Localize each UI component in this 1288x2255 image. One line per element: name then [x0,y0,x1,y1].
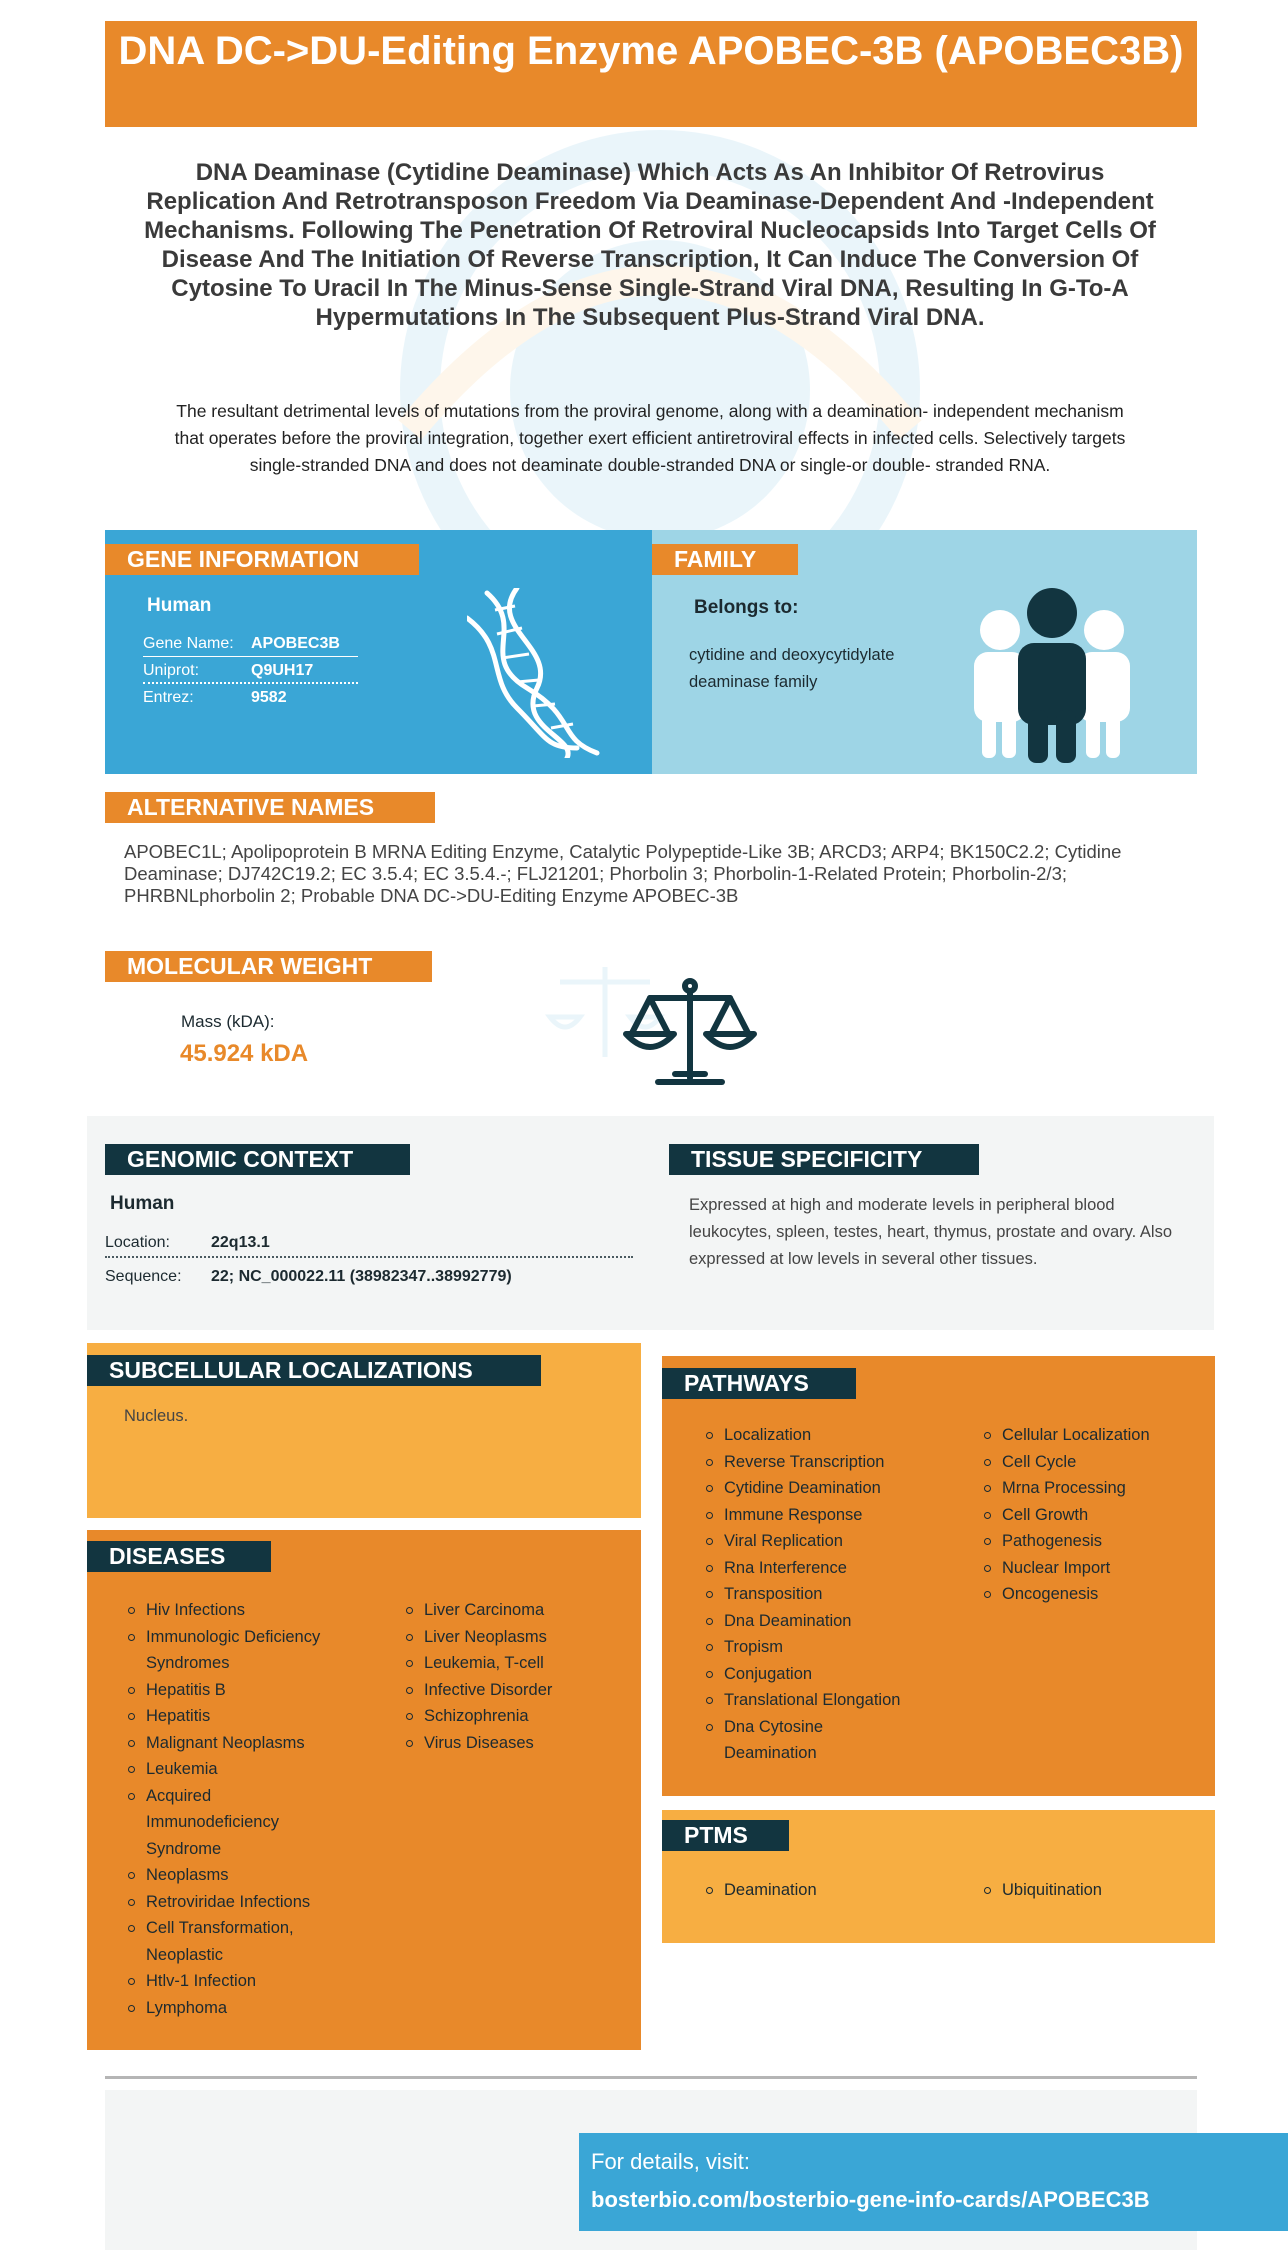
list-item: Rna Interference [703,1555,948,1582]
entrez-label: Entrez: [143,689,194,706]
list-item: Localization [703,1422,948,1449]
list-item: Neoplasms [125,1862,355,1889]
pathways-heading: PATHWAYS [662,1368,856,1399]
list-item: Malignant Neoplasms [125,1730,355,1757]
sequence-row [105,1261,633,1292]
list-item: Leukemia [125,1756,355,1783]
tissue-specificity-heading: TISSUE SPECIFICITY [669,1144,979,1175]
list-item: Schizophrenia [403,1703,633,1730]
genomic-species: Human [110,1193,175,1214]
gene-species: Human [147,595,212,616]
gene-information-heading: GENE INFORMATION [105,544,419,575]
tissue-specificity-text: Expressed at high and moderate levels in peripheral blood leukocytes, spleen, testes, heart, thymus, prostate and ovary. Also expressed at low levels in several other tissues. [689,1196,1173,1268]
dna-helix-icon [467,588,617,758]
uniprot-row [143,657,358,684]
alternative-names-heading: ALTERNATIVE NAMES [105,792,435,823]
sequence-label: Sequence: [105,1268,182,1285]
mass-value: 45.924 kDA [180,1040,309,1067]
sequence-value: 22; NC_000022.11 (38982347..38992779) [211,1268,512,1285]
ptms-panel [662,1810,1215,1943]
list-item: Hiv Infections [125,1597,355,1624]
list-item: Liver Carcinoma [403,1597,633,1624]
details-link[interactable]: bosterbio.com/bosterbio-gene-info-cards/APOBEC3B [591,2187,1150,2212]
list-item: Tropism [703,1634,948,1661]
list-item: Reverse Transcription [703,1449,948,1476]
genomic-context-panel [87,1116,1214,1330]
diseases-list-right [403,1597,633,1756]
list-item: Dna Deamination [703,1608,948,1635]
entrez-value[interactable]: 9582 [251,689,287,706]
list-item: Ubiquitination [981,1877,1206,1904]
list-item: Oncogenesis [981,1581,1206,1608]
footer-divider [105,2076,1197,2079]
mass-label: Mass (kDA): [181,1012,275,1031]
family-panel [652,530,1197,774]
gene-name-value: APOBEC3B [251,635,340,652]
belongs-to-label: Belongs to: [694,597,799,618]
entrez-row [143,684,358,711]
family-name: cytidine and deoxycytidylate deaminase family [689,646,895,691]
list-item: Cellular Localization [981,1422,1206,1449]
list-item: Mrna Processing [981,1475,1206,1502]
list-item: Translational Elongation [703,1687,948,1714]
pathways-list-left [703,1422,948,1767]
gene-information-panel [105,530,652,774]
list-item: Virus Diseases [403,1730,633,1757]
list-item: Conjugation [703,1661,948,1688]
diseases-heading: DISEASES [87,1541,271,1572]
subcellular-localization-text: Nucleus. [124,1407,189,1425]
list-item: Lymphoma [125,1995,355,2022]
diseases-panel [87,1530,641,2050]
ptms-heading: PTMS [662,1820,789,1851]
list-item: Dna Cytosine Deamination [703,1714,853,1767]
gene-name-label: Gene Name: [143,635,234,652]
molecular-weight-heading: MOLECULAR WEIGHT [105,951,432,982]
pathways-panel [662,1356,1215,1796]
details-label: For details, visit: [591,2149,750,2174]
list-item: Leukemia, T-cell [403,1650,633,1677]
list-item: Nuclear Import [981,1555,1206,1582]
list-item: Acquired Immunodeficiency Syndrome [125,1783,300,1863]
list-item: Infective Disorder [403,1677,633,1704]
location-value: 22q13.1 [211,1234,270,1251]
list-item: Pathogenesis [981,1528,1206,1555]
page-title: DNA DC->DU-Editing Enzyme APOBEC-3B (APOBEC3B) [105,21,1197,127]
list-item: Viral Replication [703,1528,948,1555]
list-item: Liver Neoplasms [403,1624,633,1651]
list-item: Cell Transformation, Neoplastic [125,1915,325,1968]
list-item: Immune Response [703,1502,948,1529]
list-item: Hepatitis [125,1703,355,1730]
location-row [105,1227,633,1258]
genomic-context-heading: GENOMIC CONTEXT [105,1144,410,1175]
list-item: Cell Cycle [981,1449,1206,1476]
alternative-names-text: APOBEC1L; Apolipoprotein B MRNA Editing Enzyme, Catalytic Polypeptide-Like 3B; ARCD3; ARP4; BK150C2.2; Cytidine Deaminase; DJ742C19.2; EC 3.5.4; EC 3.5.4.-; FLJ21201; Phorbolin 3; Phorbolin-1-Related Protein; Phorbolin-2/3; PHRBNLphorbolin 2; Probable DNA DC->DU-Editing Enzyme APOBEC-3B [124,841,1122,906]
list-item: Cell Growth [981,1502,1206,1529]
pathways-list-right [981,1422,1206,1608]
subcellular-localizations-heading: SUBCELLULAR LOCALIZATIONS [87,1355,541,1386]
family-heading: FAMILY [652,544,798,575]
uniprot-value[interactable]: Q9UH17 [251,662,314,679]
diseases-list-left [125,1597,355,2021]
protein-description: The resultant detrimental levels of mutations from the proviral genome, along with a deamination- independent mechanism that operates before the proviral integration, together exert efficient antiretroviral effects in infected cells. Selectively targets single-stranded DNA and does not deaminate double-stranded DNA or single-or double- stranded RNA. [174,401,1126,475]
scale-icon [620,978,760,1092]
footer-panel [105,2090,1197,2250]
details-box[interactable] [579,2133,1288,2231]
people-group-icon [972,588,1132,763]
list-item: Transposition [703,1581,948,1608]
location-label: Location: [105,1234,170,1251]
list-item: Immunologic Deficiency Syndromes [125,1624,355,1677]
subcellular-localizations-panel [87,1343,641,1518]
list-item: Retroviridae Infections [125,1889,355,1916]
list-item: Cytidine Deamination [703,1475,948,1502]
list-item: Hepatitis B [125,1677,355,1704]
ptms-list-right [981,1877,1206,1904]
list-item: Htlv-1 Infection [125,1968,355,1995]
list-item: Deamination [703,1877,948,1904]
gene-name-row [143,630,358,657]
uniprot-label: Uniprot: [143,662,200,679]
protein-summary: DNA Deaminase (Cytidine Deaminase) Which Acts As An Inhibitor Of Retrovirus Replication And Retrotransposon Freedom Via Deaminase-Dependent And -Independent Mechanisms. Following The Penetration Of Retroviral Nucleocapsids Into Target Cells Of Disease And The Initiation Of Reverse Transcription, It Can Induce The Conversion Of Cytosine To Uracil In The Minus-Sense Single-Strand Viral DNA, Resulting In G-To-A Hypermutations In The Subsequent Plus-Strand Viral DNA. [144,159,1156,331]
ptms-list-left [703,1877,948,1904]
